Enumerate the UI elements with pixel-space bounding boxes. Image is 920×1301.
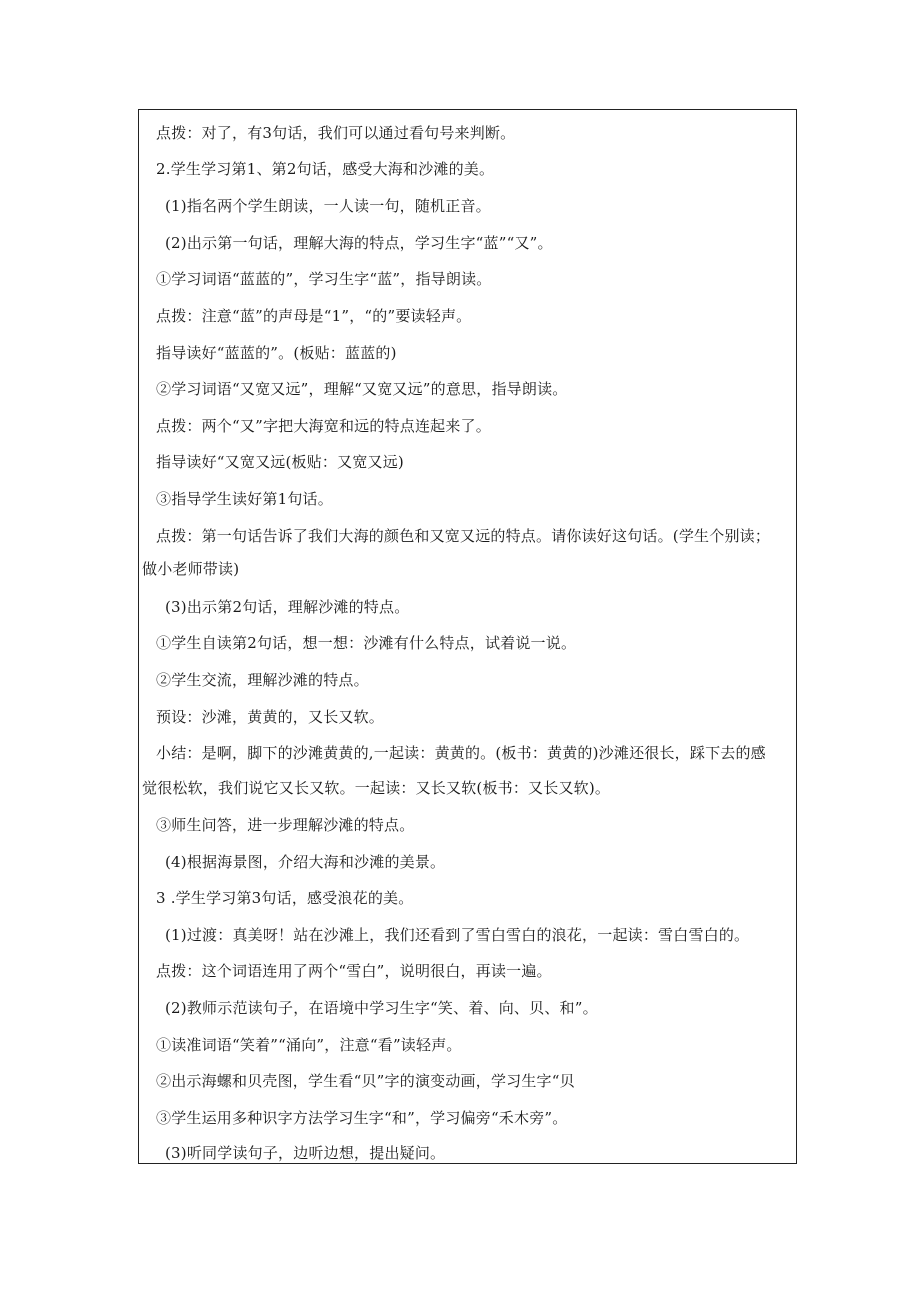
text-line: (3)听同学读句子，边听边想，提出疑问。 xyxy=(165,1144,446,1162)
text-line: ②学生交流，理解沙滩的特点。 xyxy=(156,671,369,689)
text-line: ③指导学生读好第1句话。 xyxy=(156,490,333,508)
text-line: 预设：沙滩，黄黄的，又长又软。 xyxy=(156,708,385,726)
text-line: (2)教师示范读句子，在语境中学习生字“笑、着、向、贝、和”。 xyxy=(165,999,598,1017)
text-line: (4)根据海景图，介绍大海和沙滩的美景。 xyxy=(165,853,446,871)
text-line: 点拨：两个“又”字把大海宽和远的特点连起来了。 xyxy=(156,417,491,435)
text-line: ①读准词语“笑着”“涌向”，注意“看”读轻声。 xyxy=(156,1036,462,1054)
text-line: 小结：是啊，脚下的沙滩黄黄的,一起读：黄黄的。(板书：黄黄的)沙滩还很长，踩下去的感 xyxy=(156,744,766,762)
text-line: 做小老师带读) xyxy=(142,560,240,578)
text-line: ②学习词语“又宽又远”，理解“又宽又远”的意思，指导朗读。 xyxy=(156,380,568,398)
text-line: ①学习词语“蓝蓝的”，学习生字“蓝”，指导朗读。 xyxy=(156,270,492,288)
text-line: 觉很松软，我们说它又长又软。一起读：又长又软(板书：又长又软)。 xyxy=(142,779,611,797)
text-line: ③师生问答，进一步理解沙滩的特点。 xyxy=(156,816,415,834)
text-line: 2.学生学习第1、第2句话，感受大海和沙滩的美。 xyxy=(156,160,495,178)
text-line: (1)指名两个学生朗读，一人读一句，随机正音。 xyxy=(165,197,491,215)
text-line: 3 .学生学习第3句话，感受浪花的美。 xyxy=(156,889,414,907)
text-line: (2)出示第一句话，理解大海的特点，学习生字“蓝”“又”。 xyxy=(165,234,553,252)
text-line: 点拨：第一句话告诉了我们大海的颜色和又宽又远的特点。请你读好这句话。(学生个别读； xyxy=(156,527,771,545)
text-line: ②出示海螺和贝壳图，学生看“贝”字的演变动画，学习生字“贝 xyxy=(156,1072,575,1090)
text-line: (1)过渡：真美呀！站在沙滩上，我们还看到了雪白雪白的浪花，一起读：雪白雪白的。 xyxy=(165,926,750,944)
text-line: ③学生运用多种识字方法学习生字“和”，学习偏旁“禾木旁”。 xyxy=(156,1109,568,1127)
text-line: 点拨：对了，有3句话，我们可以通过看句号来判断。 xyxy=(156,124,516,142)
text-line: 指导读好“又宽又远(板贴：又宽又远) xyxy=(156,453,404,471)
text-line: 点拨：这个词语连用了两个“雪白”，说明很白，再读一遍。 xyxy=(156,962,552,980)
text-line: ①学生自读第2句话，想一想：沙滩有什么特点，试着说一说。 xyxy=(156,634,577,652)
text-line: (3)出示第2句话，理解沙滩的特点。 xyxy=(165,598,410,616)
text-line: 点拨：注意“蓝”的声母是“1”，“的”要读轻声。 xyxy=(156,307,472,325)
text-line: 指导读好“蓝蓝的”。(板贴：蓝蓝的) xyxy=(156,344,397,362)
lesson-plan-table-cell xyxy=(138,109,797,1164)
